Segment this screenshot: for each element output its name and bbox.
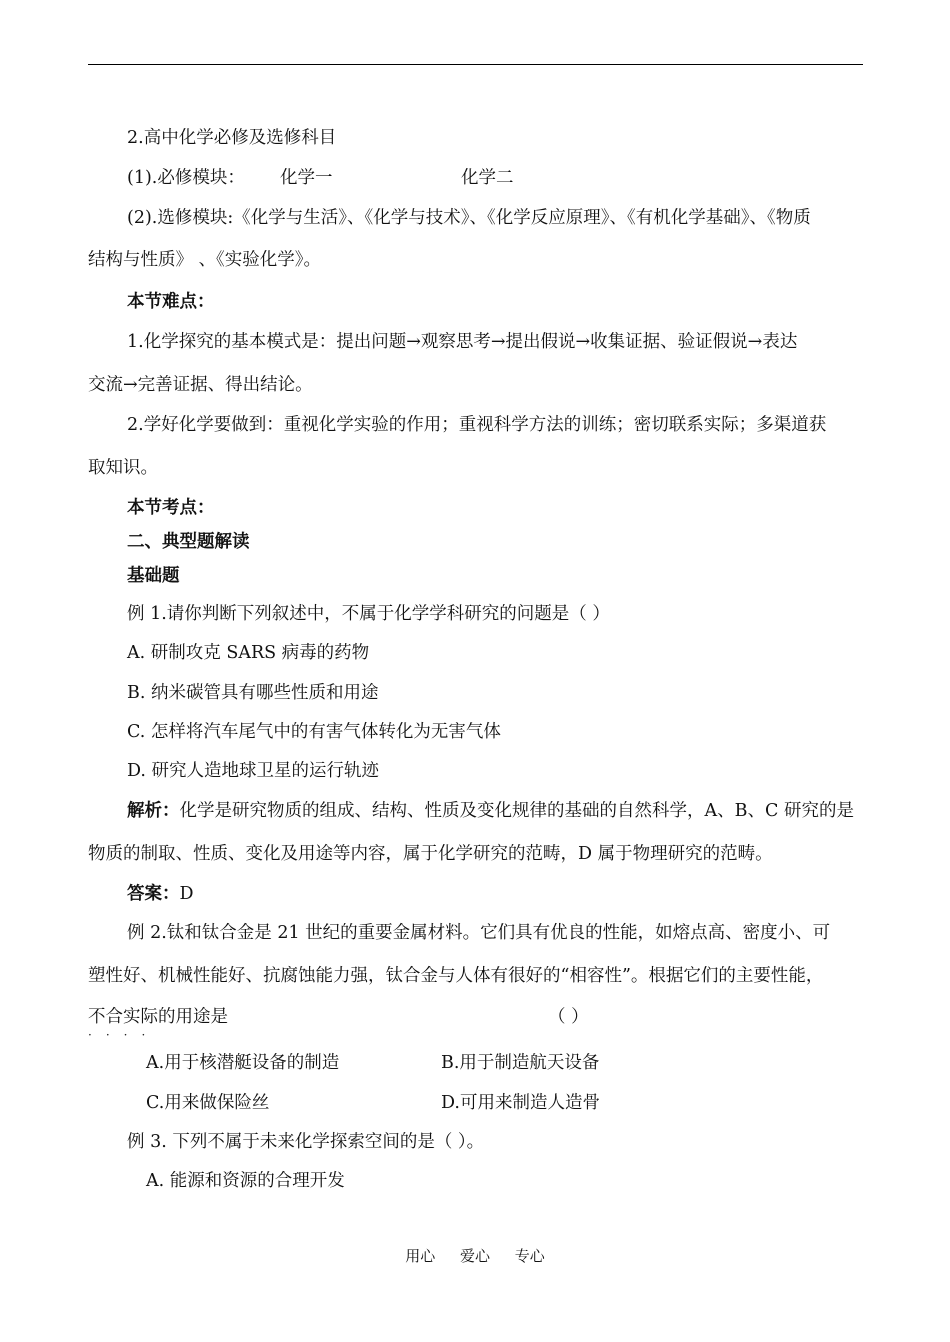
example-1-option-c: C. 怎样将汽车尾气中的有害气体转化为无害气体 xyxy=(127,722,501,742)
emphasis-dots: ···· xyxy=(88,1028,160,1042)
required-module-1: 化学一 xyxy=(280,168,333,188)
elective-modules-line-2: 结构与性质》 、《实验化学》。 xyxy=(88,250,322,270)
example-3-option-a: A. 能源和资源的合理开发 xyxy=(146,1171,345,1191)
example-2-answer-blank: （ ） xyxy=(548,1007,589,1027)
difficulty-1-line-1: 1.化学探究的基本模式是：提出问题→观察思考→提出假说→收集证据、验证假说→表达 xyxy=(127,332,798,352)
subject-list-heading: 2.高中化学必修及选修科目 xyxy=(127,128,337,148)
difficulty-heading: 本节难点： xyxy=(127,292,215,312)
footer-word-3: 专心 xyxy=(514,1247,545,1265)
analysis-text-1: 化学是研究物质的组成、结构、性质及变化规律的基础的自然科学，A、B、C 研究的是 xyxy=(179,801,854,821)
example-2-option-a: A.用于核潜艇设备的制造 xyxy=(146,1053,340,1073)
difficulty-1-line-2: 交流→完善证据、得出结论。 xyxy=(88,375,313,395)
analysis-line-1 xyxy=(127,799,854,823)
required-modules-label: (1).必修模块： xyxy=(127,168,245,188)
example-1-option-d: D. 研究人造地球卫星的运行轨迹 xyxy=(127,761,380,781)
elective-modules-line-1: (2).选修模块:《化学与生活》、《化学与技术》、《化学反应原理》、《有机化学基础》、《物质 xyxy=(127,208,811,228)
page-footer xyxy=(0,1246,950,1266)
difficulty-2-line-2: 取知识。 xyxy=(88,458,158,478)
analysis-label: 解析： xyxy=(127,801,180,821)
difficulty-2-line-1: 2.学好化学要做到：重视化学实验的作用；重视科学方法的训练；密切联系实际；多渠道获 xyxy=(127,415,827,435)
example-2-option-b: B.用于制造航天设备 xyxy=(441,1053,600,1073)
basic-questions-heading: 基础题 xyxy=(127,566,180,586)
example-2-line-2: 塑性好、机械性能好、抗腐蚀能力强，钛合金与人体有很好的“相容性”。根据它们的主要性能， xyxy=(88,966,824,986)
header-rule xyxy=(88,64,863,65)
example-2-option-c: C.用来做保险丝 xyxy=(146,1093,270,1113)
example-2-option-d: D.可用来制造人造骨 xyxy=(441,1093,600,1113)
example-1-option-b: B. 纳米碳管具有哪些性质和用途 xyxy=(127,683,379,703)
example-1-option-a: A. 研制攻克 SARS 病毒的药物 xyxy=(127,643,370,663)
footer-word-1: 用心 xyxy=(405,1247,436,1265)
example-3-question: 例 3. 下列不属于未来化学探索空间的是（ ）。 xyxy=(127,1132,485,1152)
example-1-question: 例 1.请你判断下列叙述中，不属于化学学科研究的问题是（ ） xyxy=(127,604,610,624)
required-module-2: 化学二 xyxy=(461,168,514,188)
answer-value: D xyxy=(179,884,194,904)
example-2-line-1: 例 2.钛和钛合金是 21 世纪的重要金属材料。它们具有优良的性能，如熔点高、密度小、可 xyxy=(127,923,831,943)
example-2-line-3: 不合实际的用途是 xyxy=(88,1007,228,1027)
footer-word-2: 爱心 xyxy=(459,1247,490,1265)
answer-label: 答案： xyxy=(127,884,180,904)
section-2-heading: 二、典型题解读 xyxy=(127,532,250,552)
analysis-line-2: 物质的制取、性质、变化及用途等内容，属于化学研究的范畴，D 属于物理研究的范畴。 xyxy=(88,844,773,864)
exam-points-heading: 本节考点： xyxy=(127,498,215,518)
answer-line xyxy=(127,882,194,906)
